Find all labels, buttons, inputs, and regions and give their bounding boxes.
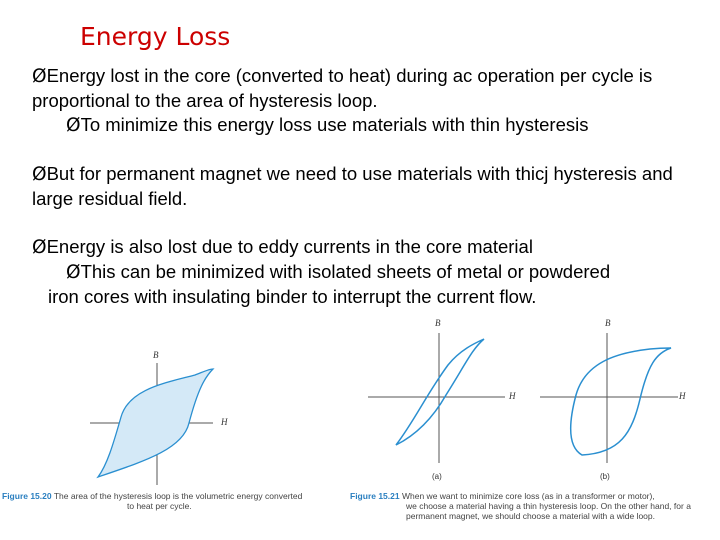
bullet-item (32, 162, 692, 211)
bullet-item (32, 64, 692, 113)
figure-number: Figure 15.21 (350, 491, 400, 501)
hysteresis-loop (571, 348, 671, 455)
hysteresis-loop (396, 339, 484, 445)
sub-bullet-continuation: iron cores with insulating binder to interrupt the current flow. (48, 286, 537, 307)
caption-text: permanent magnet, we should choose a material with a wide loop. (406, 511, 656, 521)
bullet-text: But for permanent magnet we need to use materials with thicj hysteresis and large residual field. (32, 163, 673, 209)
axis-label-b: B (605, 318, 611, 328)
thin-hysteresis-loop-figure (360, 315, 520, 480)
bullet-list (32, 64, 692, 309)
figure-caption-right (350, 491, 718, 521)
caption-text: When we want to minimize core loss (as in a transformer or motor), (401, 491, 655, 501)
bullet-arrow-icon: Ø (66, 262, 81, 283)
caption-text: to heat per cycle. (127, 501, 192, 511)
bullet-arrow-icon: Ø (66, 115, 81, 136)
bullet-arrow-icon: Ø (32, 164, 47, 185)
hysteresis-loop-figure (85, 345, 245, 485)
axis-label-h: H (221, 417, 228, 427)
panel-label-a: (a) (432, 472, 442, 481)
caption-text: The area of the hysteresis loop is the volumetric energy converted (53, 491, 303, 501)
bullet-arrow-icon: Ø (32, 66, 47, 87)
axis-label-h: H (509, 391, 516, 401)
panel-label-b: (b) (600, 472, 610, 481)
axis-label-b: B (153, 350, 159, 360)
caption-text: we choose a material having a thin hysteresis loop. On the other hand, for a (406, 501, 691, 511)
sub-bullet-text: This can be minimized with isolated sheets of metal or powdered (80, 261, 611, 282)
sub-bullet-item (32, 113, 692, 138)
figure-caption-left (2, 491, 352, 511)
bullet-text: Energy lost in the core (converted to heat) during ac operation per cycle is proportional to the area of hysteresis loop. (32, 65, 653, 111)
bullet-text: Energy is also lost due to eddy currents in the core material (46, 236, 533, 257)
axis-label-h: H (679, 391, 686, 401)
sub-bullet-item (32, 260, 692, 309)
figure-number: Figure 15.20 (2, 491, 52, 501)
bullet-arrow-icon: Ø (32, 237, 47, 258)
axis-label-b: B (435, 318, 441, 328)
bullet-item (32, 235, 692, 260)
sub-bullet-text: To minimize this energy loss use materials with thin hysteresis (80, 114, 589, 135)
slide-title: Energy Loss (80, 22, 231, 51)
wide-hysteresis-loop-figure (530, 315, 695, 480)
